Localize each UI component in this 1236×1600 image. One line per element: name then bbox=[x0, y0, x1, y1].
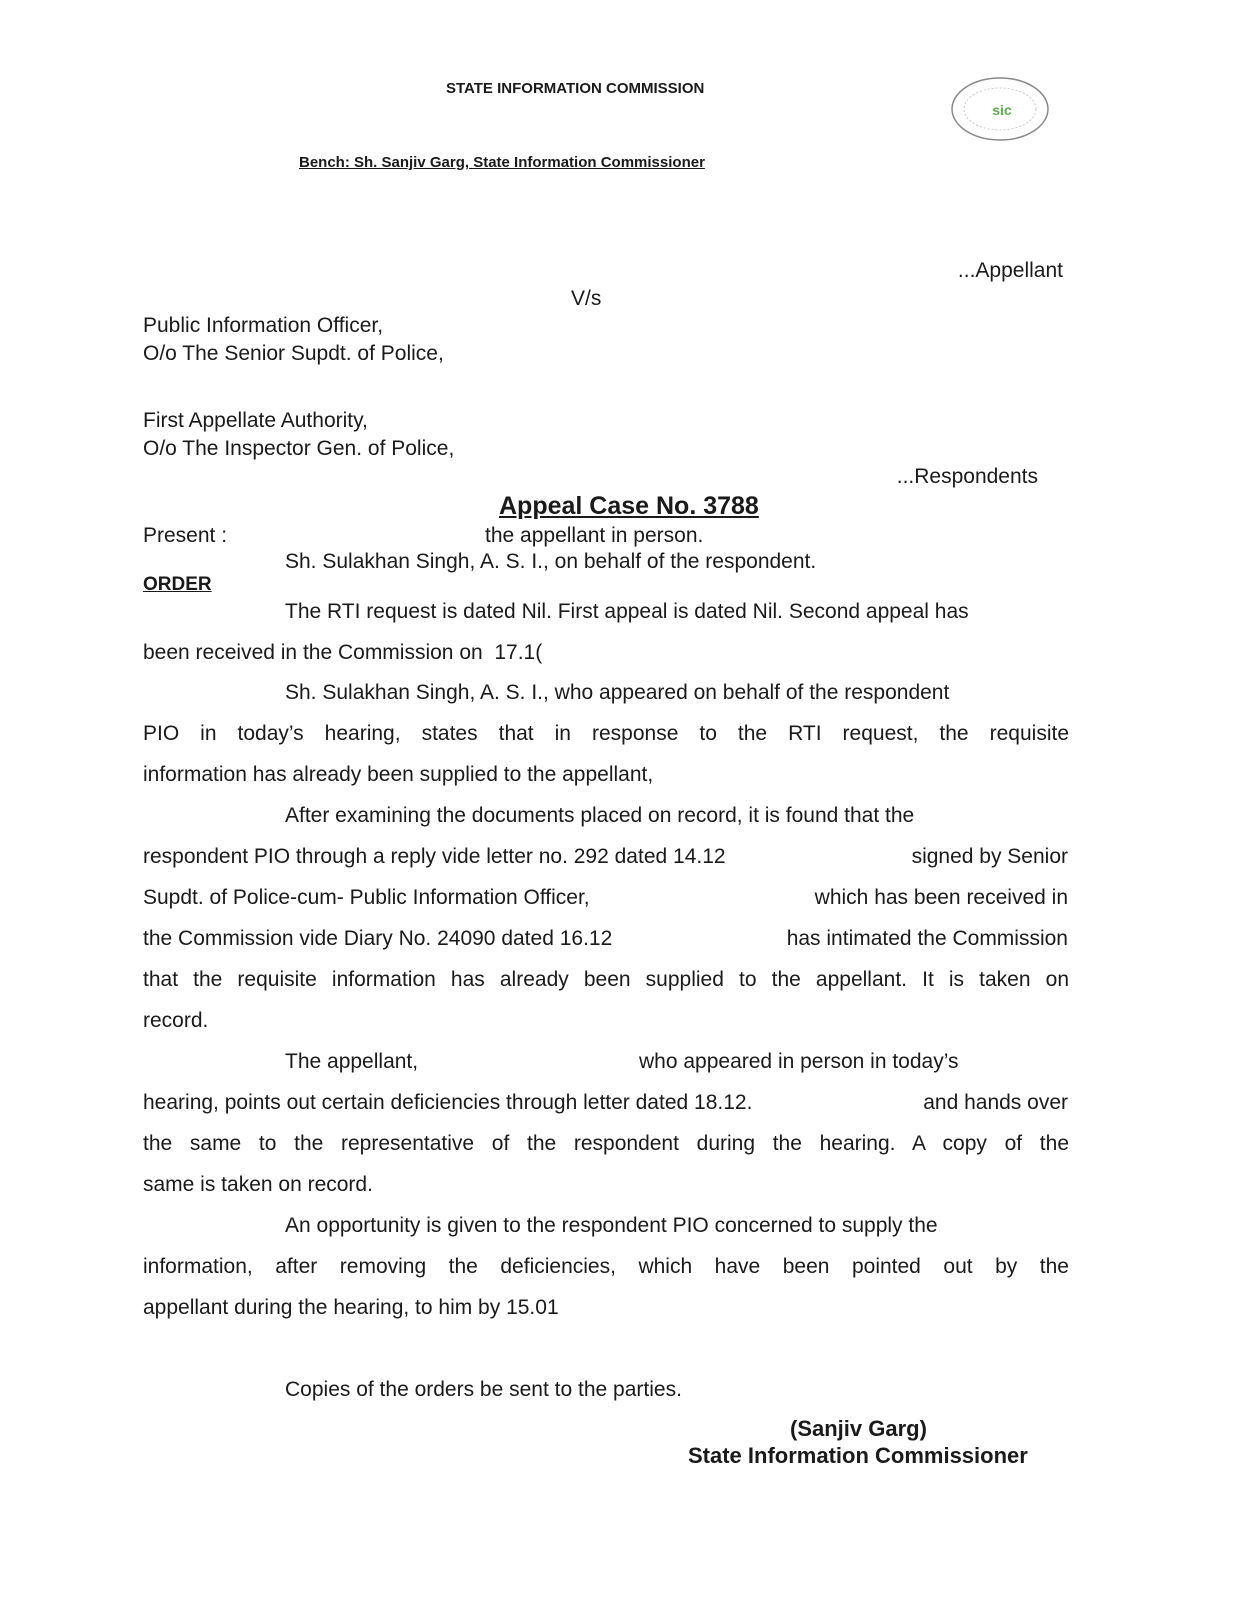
present-label: Present : bbox=[143, 524, 228, 547]
pio-line-2: O/o The Senior Supdt. of Police, bbox=[143, 342, 444, 365]
present-respondent: Sh. Sulakhan Singh, A. S. I., on behalf of the respondent. bbox=[285, 550, 817, 573]
order-p5-line2: information, after removing the deficiencies, which have been pointed out by the bbox=[143, 1255, 1069, 1278]
order-p3-line6: record. bbox=[143, 1009, 209, 1032]
order-p3-line2b: signed by Senior bbox=[911, 845, 1068, 868]
order-p2-line2: PIO in today’s hearing, states that in response to the RTI request, the requisite bbox=[143, 722, 1069, 745]
signatory-name: (Sanjiv Garg) bbox=[790, 1416, 927, 1441]
versus-label: V/s bbox=[571, 287, 602, 310]
order-p4-line2b: and hands over bbox=[923, 1091, 1068, 1114]
order-p2-line1: Sh. Sulakhan Singh, A. S. I., who appeared on behalf of the respondent bbox=[285, 681, 950, 704]
pio-line-1: Public Information Officer, bbox=[143, 314, 384, 337]
order-p5-line3: appellant during the hearing, to him by 15.01 bbox=[143, 1296, 559, 1319]
order-heading: ORDER bbox=[143, 574, 212, 595]
order-p4-line3: the same to the representative of the respondent during the hearing. A copy of the bbox=[143, 1132, 1069, 1155]
present-appellant: the appellant in person. bbox=[485, 524, 704, 547]
bench-line: Bench: Sh. Sanjiv Garg, State Information Commissioner bbox=[299, 154, 705, 171]
commission-title: STATE INFORMATION COMMISSION bbox=[446, 80, 705, 97]
order-p1-line2: been received in the Commission on 17.1( bbox=[143, 641, 543, 664]
order-p1-line1: The RTI request is dated Nil. First appeal is dated Nil. Second appeal has bbox=[285, 600, 969, 623]
order-p4-line1a: The appellant, bbox=[285, 1050, 419, 1073]
signatory-designation: State Information Commissioner bbox=[688, 1443, 1028, 1468]
faa-line-1: First Appellate Authority, bbox=[143, 409, 368, 432]
order-p6: Copies of the orders be sent to the parties. bbox=[285, 1378, 682, 1401]
order-p3-line1: After examining the documents placed on record, it is found that the bbox=[285, 804, 915, 827]
order-p3-line4a: the Commission vide Diary No. 24090 dated 16.12 bbox=[143, 927, 613, 950]
respondents-label: ...Respondents bbox=[896, 465, 1038, 488]
order-p3-line3b: which has been received in bbox=[814, 886, 1068, 909]
order-p3-line2a: respondent PIO through a reply vide letter no. 292 dated 14.12 bbox=[143, 845, 726, 868]
order-p5-line1: An opportunity is given to the respondent PIO concerned to supply the bbox=[285, 1214, 938, 1237]
faa-line-2: O/o The Inspector Gen. of Police, bbox=[143, 437, 455, 460]
svg-text:sic: sic bbox=[992, 102, 1012, 118]
order-p3-line4b: has intimated the Commission bbox=[786, 927, 1068, 950]
case-title: Appeal Case No. 3788 bbox=[499, 492, 759, 520]
order-p3-line3a: Supdt. of Police-cum- Public Information Officer, bbox=[143, 886, 590, 909]
order-p4-line2a: hearing, points out certain deficiencies through letter dated 18.12. bbox=[143, 1091, 753, 1114]
appellant-label: ...Appellant bbox=[957, 259, 1063, 282]
order-p2-line3: information has already been supplied to the appellant, bbox=[143, 763, 654, 786]
order-p4-line4: same is taken on record. bbox=[143, 1173, 373, 1196]
commission-seal-icon bbox=[950, 76, 1050, 142]
order-p4-line1b: who appeared in person in today’s bbox=[639, 1050, 959, 1073]
order-p3-line5: that the requisite information has already been supplied to the appellant. It is taken on bbox=[143, 968, 1069, 991]
